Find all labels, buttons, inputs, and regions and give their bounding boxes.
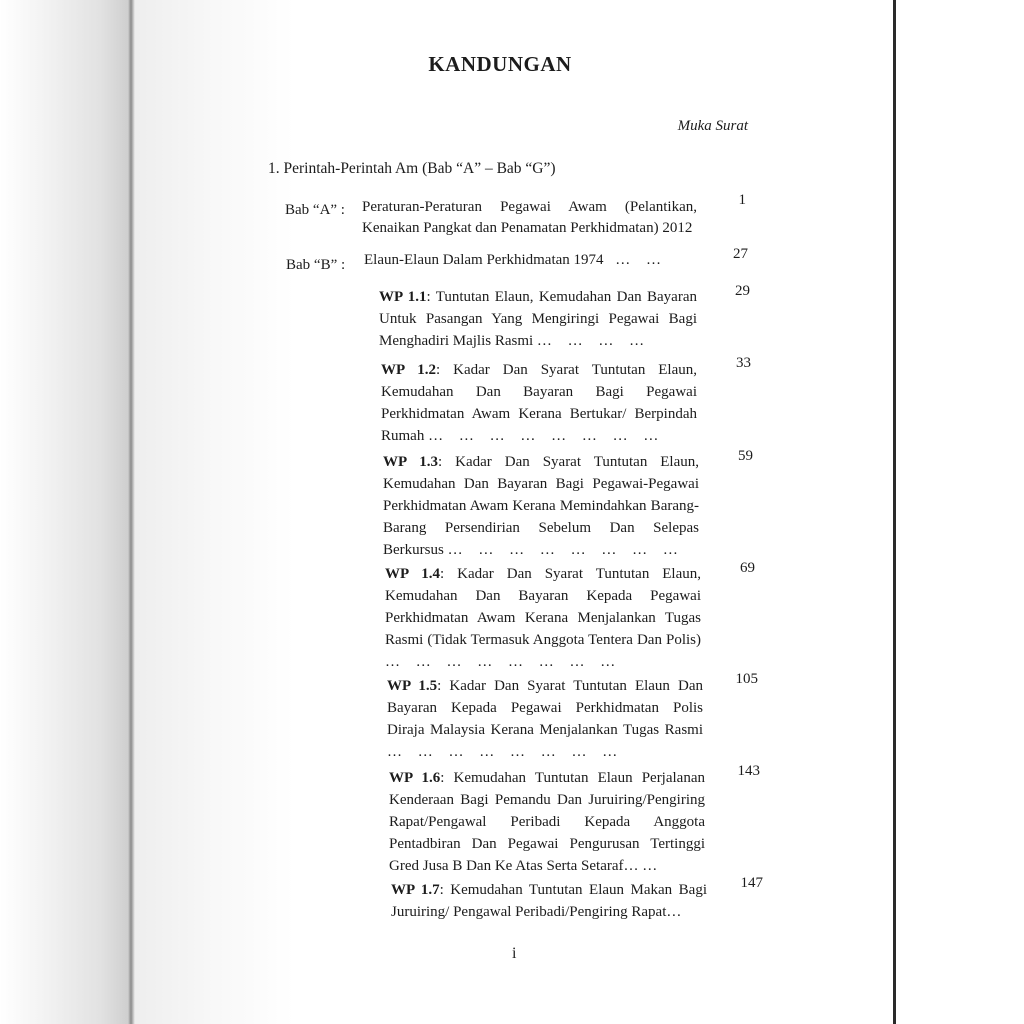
wp-entry bbox=[387, 675, 703, 763]
wp-text: : Kadar Dan Syarat Tuntutan Elaun Dan Bayaran Kepada Pegawai Perkhidmatan Polis Diraja Malaysia Kerana Menjalankan Tugas Rasmi bbox=[387, 678, 703, 738]
wp-code: WP 1.7 bbox=[391, 882, 440, 898]
wp-page: 105 bbox=[735, 671, 758, 687]
page-number-column-heading: Muka Surat bbox=[677, 118, 748, 134]
wp-page: 147 bbox=[740, 875, 763, 891]
leader-dots: … … … … … … … … bbox=[385, 654, 622, 670]
wp-page: 59 bbox=[738, 448, 753, 464]
wp-code: WP 1.1 bbox=[379, 289, 427, 305]
bab-b-label: Bab “B” : bbox=[286, 257, 346, 273]
wp-text: : Kadar Dan Syarat Tuntutan Elaun, Kemudahan Dan Bayaran Kepada Pegawai Perkhidmatan Awam Kerana Menjalankan Tugas Rasmi (Tidak Termasuk Anggota Tentera Dan Polis) bbox=[385, 566, 702, 648]
leader-dots: … … … … … … … … bbox=[447, 542, 684, 558]
leader-dots: … … … … … … … … bbox=[428, 428, 665, 444]
wp-entry bbox=[381, 359, 697, 447]
bab-b-text: Elaun-Elaun Dalam Perkhidmatan 1974 bbox=[364, 252, 604, 268]
wp-text: : Kadar Dan Syarat Tuntutan Elaun, Kemudahan Dan Bayaran Bagi Pegawai Perkhidmatan Awam Kerana Bertukar/ Berpindah Rumah bbox=[381, 362, 698, 444]
bab-a-page: 1 bbox=[738, 192, 746, 208]
leader-dots: … bbox=[642, 858, 664, 874]
bab-b-page: 27 bbox=[733, 246, 748, 262]
wp-entry bbox=[391, 879, 707, 923]
wp-code: WP 1.4 bbox=[385, 566, 441, 582]
bab-a-text: Peraturan-Peraturan Pegawai Awam (Pelantikan, Kenaikan Pangkat dan Penamatan Perkhidmatan) 2012 bbox=[362, 199, 697, 236]
leader-dots: … … … … bbox=[536, 333, 651, 349]
section-heading: 1. Perintah-Perintah Am (Bab “A” – Bab “G”) bbox=[268, 160, 556, 177]
wp-entry bbox=[379, 286, 697, 352]
wp-text: : Kadar Dan Syarat Tuntutan Elaun, Kemudahan Dan Bayaran Bagi Pegawai-Pegawai Perkhidmatan Awam Kerana Memindahkan Barang-Barang Persendirian Sebelum Dan Selepas Berkursus bbox=[383, 454, 700, 558]
page-binding-shadow bbox=[0, 0, 135, 1024]
bab-a-label: Bab “A” : bbox=[285, 202, 345, 218]
wp-entry bbox=[383, 451, 699, 561]
wp-text: : Tuntutan Elaun, Kemudahan Dan Bayaran Untuk Pasangan Yang Mengiringi Pegawai Bagi Menghadiri Majlis Rasmi bbox=[379, 289, 697, 349]
wp-text: : Kemudahan Tuntutan Elaun Makan Bagi Juruiring/ Pengawal Peribadi/Pengiring Rapat… bbox=[391, 882, 707, 920]
page-title: KANDUNGAN bbox=[428, 52, 572, 76]
scan-margin bbox=[896, 0, 1024, 1024]
wp-text: : Kemudahan Tuntutan Elaun Perjalanan Kenderaan Bagi Pemandu Dan Juruiring/Pengiring Rapat/Pengawal Peribadi Kepada Anggota Pentadbiran Dan Pegawai Pengurusan Tertinggi Gred Jusa B Dan Ke Atas Serta Setaraf… bbox=[389, 770, 705, 874]
wp-entry bbox=[389, 767, 705, 877]
wp-code: WP 1.6 bbox=[389, 770, 441, 786]
wp-page: 29 bbox=[735, 283, 750, 299]
bab-b-leader-dots: … … bbox=[615, 252, 668, 268]
wp-code: WP 1.2 bbox=[381, 362, 437, 378]
wp-page: 33 bbox=[736, 355, 751, 371]
wp-page: 143 bbox=[737, 763, 760, 779]
wp-code: WP 1.5 bbox=[387, 678, 438, 694]
wp-code: WP 1.3 bbox=[383, 454, 439, 470]
wp-entry bbox=[385, 563, 701, 673]
bab-b-entry bbox=[364, 250, 667, 271]
footer-page-number: i bbox=[512, 945, 517, 962]
leader-dots: … … … … … … … … bbox=[387, 744, 624, 760]
wp-page: 69 bbox=[740, 560, 755, 576]
